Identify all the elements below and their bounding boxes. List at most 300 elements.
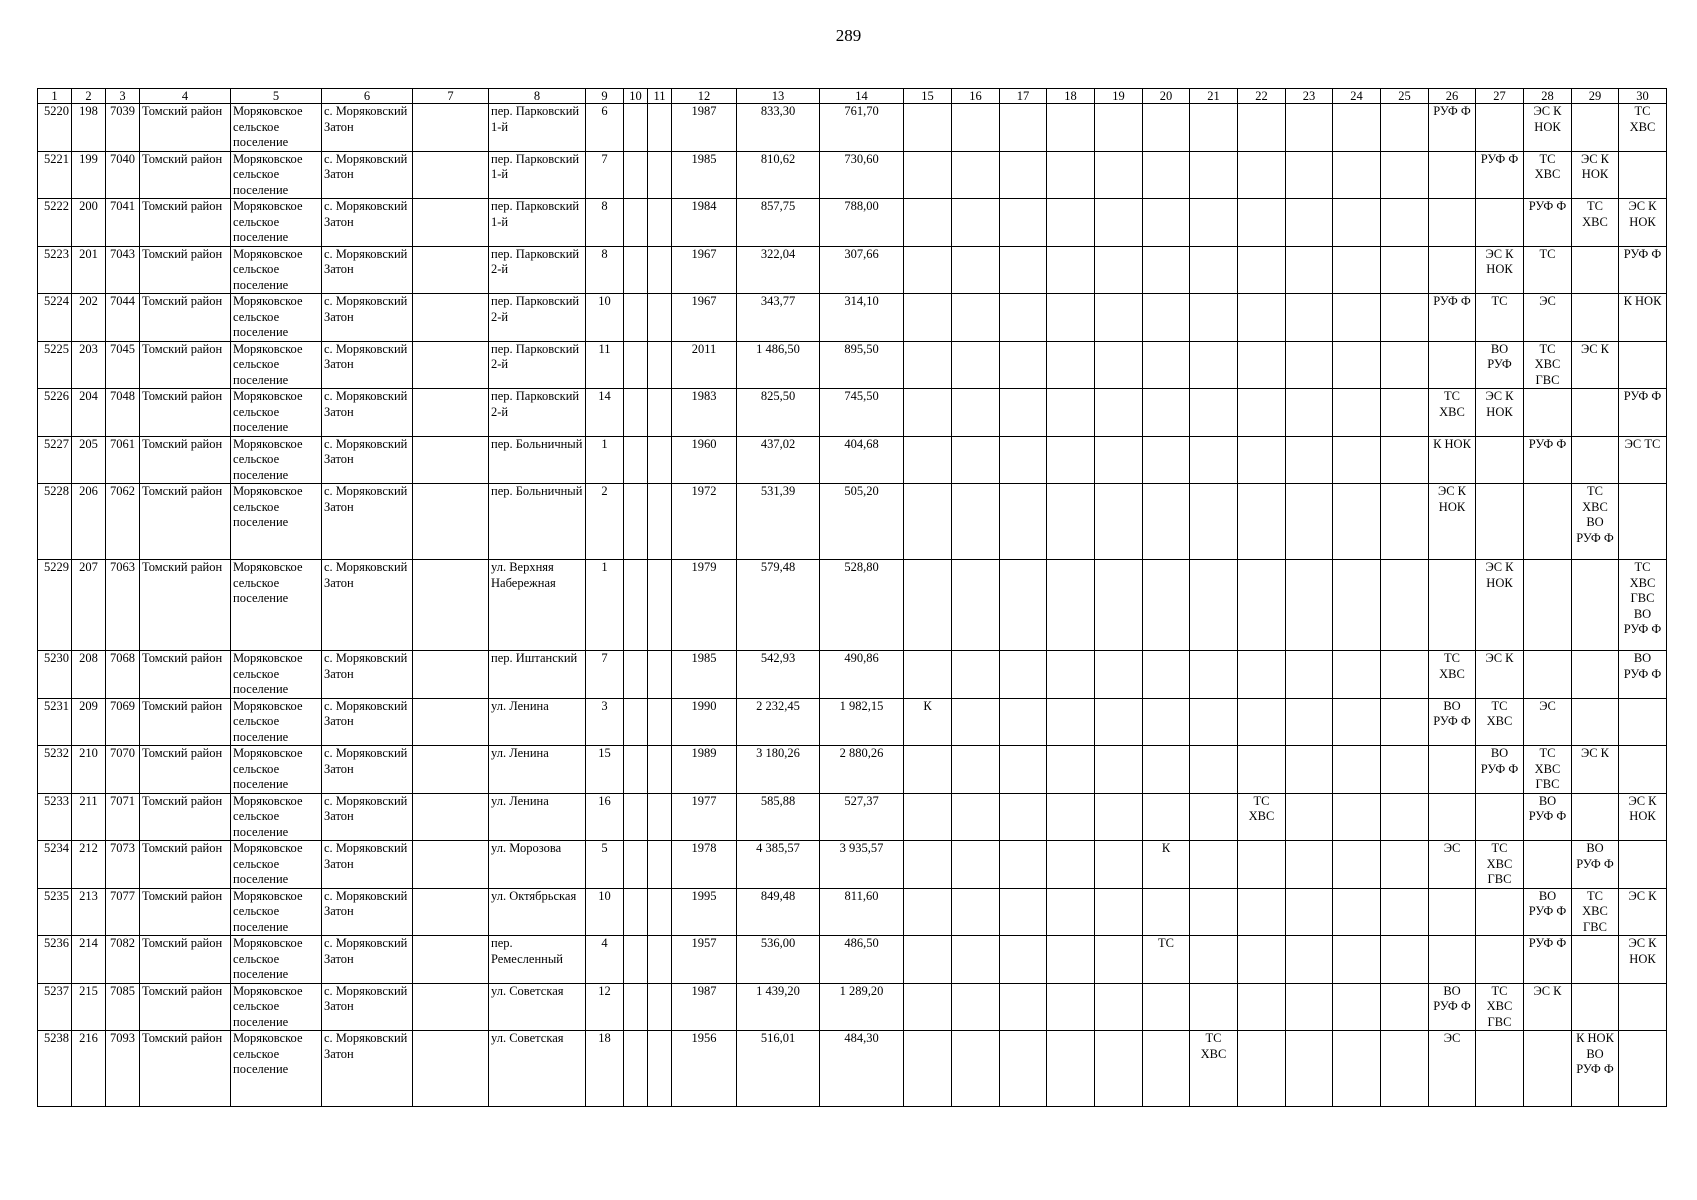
cell-col-26 (1429, 746, 1476, 794)
cell-col-3: 7045 (106, 341, 140, 389)
cell-col-25 (1381, 246, 1429, 294)
cell-col-7 (413, 341, 489, 389)
cell-col-13: 536,00 (737, 936, 820, 984)
column-header-21: 21 (1190, 89, 1238, 104)
cell-col-28 (1524, 484, 1572, 560)
cell-col-1: 5223 (38, 246, 72, 294)
cell-col-20 (1143, 246, 1190, 294)
cell-col-7 (413, 436, 489, 484)
cell-col-29 (1572, 793, 1619, 841)
cell-col-22 (1238, 936, 1286, 984)
cell-col-21 (1190, 246, 1238, 294)
cell-col-9: 3 (586, 698, 624, 746)
cell-col-27 (1476, 484, 1524, 560)
cell-col-30: РУФ Ф (1619, 389, 1667, 437)
cell-col-16 (952, 341, 1000, 389)
cell-col-20 (1143, 1031, 1190, 1107)
cell-col-12: 1987 (672, 983, 737, 1031)
cell-col-6: с. Моряковский Затон (322, 936, 413, 984)
cell-col-29: К НОК ВО РУФ Ф (1572, 1031, 1619, 1107)
cell-col-5: Моряковское сельское поселение (231, 1031, 322, 1107)
cell-col-9: 15 (586, 746, 624, 794)
cell-col-15 (904, 1031, 952, 1107)
table-body (38, 104, 1667, 1107)
cell-col-23 (1286, 389, 1333, 437)
table-row (38, 651, 1667, 699)
cell-col-27 (1476, 436, 1524, 484)
cell-col-12: 1985 (672, 151, 737, 199)
cell-col-28: ЭС (1524, 294, 1572, 342)
cell-col-17 (1000, 746, 1047, 794)
cell-col-25 (1381, 983, 1429, 1031)
cell-col-4: Томский район (140, 936, 231, 984)
cell-col-12: 1967 (672, 294, 737, 342)
cell-col-30: ЭС К НОК (1619, 793, 1667, 841)
cell-col-29 (1572, 698, 1619, 746)
cell-col-25 (1381, 484, 1429, 560)
cell-col-9: 10 (586, 294, 624, 342)
cell-col-18 (1047, 151, 1095, 199)
cell-col-16 (952, 936, 1000, 984)
cell-col-3: 7068 (106, 651, 140, 699)
cell-col-12: 1984 (672, 199, 737, 247)
cell-col-29 (1572, 246, 1619, 294)
cell-col-10 (624, 560, 648, 651)
cell-col-19 (1095, 246, 1143, 294)
cell-col-17 (1000, 793, 1047, 841)
cell-col-18 (1047, 698, 1095, 746)
cell-col-1: 5229 (38, 560, 72, 651)
cell-col-2: 206 (72, 484, 106, 560)
cell-col-25 (1381, 936, 1429, 984)
cell-col-21 (1190, 888, 1238, 936)
cell-col-9: 1 (586, 560, 624, 651)
cell-col-7 (413, 888, 489, 936)
cell-col-30: К НОК (1619, 294, 1667, 342)
column-header-10: 10 (624, 89, 648, 104)
cell-col-29: ТС ХВС ГВС (1572, 888, 1619, 936)
cell-col-23 (1286, 1031, 1333, 1107)
cell-col-14: 730,60 (820, 151, 904, 199)
cell-col-1: 5238 (38, 1031, 72, 1107)
cell-col-4: Томский район (140, 983, 231, 1031)
cell-col-8: пер. Больничный (489, 436, 586, 484)
cell-col-26 (1429, 341, 1476, 389)
cell-col-4: Томский район (140, 389, 231, 437)
cell-col-27 (1476, 793, 1524, 841)
cell-col-26: ВО РУФ Ф (1429, 698, 1476, 746)
cell-col-21 (1190, 698, 1238, 746)
cell-col-12: 1960 (672, 436, 737, 484)
cell-col-30 (1619, 484, 1667, 560)
cell-col-26: К НОК (1429, 436, 1476, 484)
cell-col-23 (1286, 104, 1333, 152)
cell-col-25 (1381, 888, 1429, 936)
cell-col-19 (1095, 793, 1143, 841)
cell-col-17 (1000, 936, 1047, 984)
page-number: 289 (835, 26, 862, 45)
cell-col-30 (1619, 983, 1667, 1031)
cell-col-13: 2 232,45 (737, 698, 820, 746)
cell-col-10 (624, 199, 648, 247)
cell-col-3: 7039 (106, 104, 140, 152)
cell-col-26 (1429, 151, 1476, 199)
cell-col-3: 7071 (106, 793, 140, 841)
cell-col-24 (1333, 1031, 1381, 1107)
cell-col-27: ВО РУФ (1476, 341, 1524, 389)
cell-col-16 (952, 199, 1000, 247)
cell-col-10 (624, 841, 648, 889)
cell-col-14: 314,10 (820, 294, 904, 342)
cell-col-16 (952, 246, 1000, 294)
cell-col-14: 404,68 (820, 436, 904, 484)
cell-col-20: К (1143, 841, 1190, 889)
cell-col-11 (648, 651, 672, 699)
cell-col-7 (413, 199, 489, 247)
cell-col-6: с. Моряковский Затон (322, 341, 413, 389)
cell-col-3: 7043 (106, 246, 140, 294)
cell-col-11 (648, 151, 672, 199)
cell-col-24 (1333, 936, 1381, 984)
cell-col-13: 4 385,57 (737, 841, 820, 889)
cell-col-1: 5231 (38, 698, 72, 746)
cell-col-12: 1956 (672, 1031, 737, 1107)
cell-col-12: 1978 (672, 841, 737, 889)
cell-col-23 (1286, 341, 1333, 389)
cell-col-12: 1995 (672, 888, 737, 936)
cell-col-4: Томский район (140, 294, 231, 342)
cell-col-4: Томский район (140, 246, 231, 294)
cell-col-13: 516,01 (737, 1031, 820, 1107)
housing-register-table (37, 88, 1667, 1107)
cell-col-30: ВО РУФ Ф (1619, 651, 1667, 699)
cell-col-26 (1429, 246, 1476, 294)
column-header-8: 8 (489, 89, 586, 104)
cell-col-15 (904, 389, 952, 437)
cell-col-28: РУФ Ф (1524, 936, 1572, 984)
cell-col-15 (904, 793, 952, 841)
cell-col-22 (1238, 698, 1286, 746)
cell-col-19 (1095, 151, 1143, 199)
cell-col-18 (1047, 1031, 1095, 1107)
cell-col-5: Моряковское сельское поселение (231, 484, 322, 560)
cell-col-6: с. Моряковский Затон (322, 1031, 413, 1107)
cell-col-24 (1333, 484, 1381, 560)
cell-col-11 (648, 1031, 672, 1107)
cell-col-22 (1238, 294, 1286, 342)
cell-col-24 (1333, 746, 1381, 794)
cell-col-21 (1190, 389, 1238, 437)
cell-col-1: 5226 (38, 389, 72, 437)
cell-col-4: Томский район (140, 151, 231, 199)
column-header-14: 14 (820, 89, 904, 104)
cell-col-7 (413, 389, 489, 437)
cell-col-1: 5225 (38, 341, 72, 389)
column-header-22: 22 (1238, 89, 1286, 104)
cell-col-11 (648, 983, 672, 1031)
cell-col-28: ЭС (1524, 698, 1572, 746)
cell-col-22 (1238, 746, 1286, 794)
cell-col-30 (1619, 1031, 1667, 1107)
cell-col-26: ЭС (1429, 1031, 1476, 1107)
cell-col-2: 209 (72, 698, 106, 746)
cell-col-24 (1333, 246, 1381, 294)
cell-col-18 (1047, 560, 1095, 651)
cell-col-18 (1047, 746, 1095, 794)
cell-col-25 (1381, 746, 1429, 794)
cell-col-30: ТС ХВС (1619, 104, 1667, 152)
cell-col-1: 5235 (38, 888, 72, 936)
cell-col-14: 1 982,15 (820, 698, 904, 746)
cell-col-16 (952, 436, 1000, 484)
cell-col-23 (1286, 151, 1333, 199)
cell-col-15 (904, 151, 952, 199)
cell-col-24 (1333, 560, 1381, 651)
cell-col-23 (1286, 746, 1333, 794)
cell-col-1: 5222 (38, 199, 72, 247)
cell-col-18 (1047, 936, 1095, 984)
cell-col-18 (1047, 341, 1095, 389)
cell-col-2: 201 (72, 246, 106, 294)
cell-col-29 (1572, 936, 1619, 984)
cell-col-25 (1381, 651, 1429, 699)
cell-col-17 (1000, 151, 1047, 199)
cell-col-1: 5220 (38, 104, 72, 152)
cell-col-28 (1524, 560, 1572, 651)
cell-col-15 (904, 936, 952, 984)
cell-col-30: ЭС К НОК (1619, 199, 1667, 247)
cell-col-1: 5236 (38, 936, 72, 984)
cell-col-3: 7063 (106, 560, 140, 651)
cell-col-4: Томский район (140, 341, 231, 389)
cell-col-21 (1190, 341, 1238, 389)
cell-col-7 (413, 104, 489, 152)
cell-col-20 (1143, 199, 1190, 247)
cell-col-6: с. Моряковский Затон (322, 151, 413, 199)
cell-col-29 (1572, 983, 1619, 1031)
cell-col-22 (1238, 983, 1286, 1031)
cell-col-15 (904, 484, 952, 560)
cell-col-21 (1190, 104, 1238, 152)
cell-col-17 (1000, 246, 1047, 294)
table-row (38, 484, 1667, 560)
cell-col-15 (904, 104, 952, 152)
cell-col-23 (1286, 560, 1333, 651)
cell-col-22 (1238, 104, 1286, 152)
cell-col-16 (952, 389, 1000, 437)
cell-col-26 (1429, 199, 1476, 247)
cell-col-10 (624, 246, 648, 294)
cell-col-7 (413, 746, 489, 794)
cell-col-23 (1286, 651, 1333, 699)
cell-col-14: 895,50 (820, 341, 904, 389)
cell-col-2: 203 (72, 341, 106, 389)
cell-col-30: ЭС ТС (1619, 436, 1667, 484)
cell-col-6: с. Моряковский Затон (322, 436, 413, 484)
cell-col-3: 7070 (106, 746, 140, 794)
cell-col-29 (1572, 294, 1619, 342)
column-header-27: 27 (1476, 89, 1524, 104)
cell-col-30: ЭС К НОК (1619, 936, 1667, 984)
cell-col-7 (413, 151, 489, 199)
cell-col-24 (1333, 651, 1381, 699)
cell-col-8: пер. Парковский 2-й (489, 246, 586, 294)
cell-col-10 (624, 888, 648, 936)
cell-col-7 (413, 983, 489, 1031)
cell-col-29 (1572, 389, 1619, 437)
cell-col-6: с. Моряковский Затон (322, 793, 413, 841)
cell-col-8: пер. Ремесленный (489, 936, 586, 984)
cell-col-4: Томский район (140, 199, 231, 247)
cell-col-25 (1381, 560, 1429, 651)
cell-col-20 (1143, 888, 1190, 936)
cell-col-9: 1 (586, 436, 624, 484)
cell-col-19 (1095, 560, 1143, 651)
cell-col-30 (1619, 341, 1667, 389)
table-row (38, 389, 1667, 437)
column-header-30: 30 (1619, 89, 1667, 104)
cell-col-30 (1619, 698, 1667, 746)
cell-col-2: 211 (72, 793, 106, 841)
cell-col-4: Томский район (140, 698, 231, 746)
cell-col-17 (1000, 888, 1047, 936)
cell-col-3: 7048 (106, 389, 140, 437)
cell-col-3: 7085 (106, 983, 140, 1031)
cell-col-16 (952, 104, 1000, 152)
cell-col-16 (952, 983, 1000, 1031)
cell-col-14: 2 880,26 (820, 746, 904, 794)
cell-col-6: с. Моряковский Затон (322, 104, 413, 152)
cell-col-16 (952, 651, 1000, 699)
cell-col-4: Томский район (140, 484, 231, 560)
cell-col-13: 579,48 (737, 560, 820, 651)
cell-col-22 (1238, 246, 1286, 294)
cell-col-17 (1000, 436, 1047, 484)
cell-col-22: ТС ХВС (1238, 793, 1286, 841)
cell-col-5: Моряковское сельское поселение (231, 151, 322, 199)
column-header-17: 17 (1000, 89, 1047, 104)
table-row (38, 983, 1667, 1031)
cell-col-8: пер. Парковский 2-й (489, 389, 586, 437)
cell-col-12: 1972 (672, 484, 737, 560)
table-row (38, 341, 1667, 389)
cell-col-21 (1190, 936, 1238, 984)
cell-col-26: ЭС (1429, 841, 1476, 889)
cell-col-19 (1095, 746, 1143, 794)
cell-col-21 (1190, 436, 1238, 484)
cell-col-12: 1990 (672, 698, 737, 746)
cell-col-27: ЭС К (1476, 651, 1524, 699)
cell-col-2: 205 (72, 436, 106, 484)
cell-col-23 (1286, 436, 1333, 484)
cell-col-2: 200 (72, 199, 106, 247)
cell-col-24 (1333, 389, 1381, 437)
column-header-20: 20 (1143, 89, 1190, 104)
cell-col-6: с. Моряковский Затон (322, 888, 413, 936)
cell-col-1: 5233 (38, 793, 72, 841)
cell-col-13: 343,77 (737, 294, 820, 342)
cell-col-10 (624, 294, 648, 342)
cell-col-7 (413, 1031, 489, 1107)
cell-col-14: 484,30 (820, 1031, 904, 1107)
cell-col-8: ул. Морозова (489, 841, 586, 889)
cell-col-19 (1095, 841, 1143, 889)
cell-col-6: с. Моряковский Затон (322, 294, 413, 342)
cell-col-6: с. Моряковский Затон (322, 560, 413, 651)
cell-col-9: 10 (586, 888, 624, 936)
column-header-2: 2 (72, 89, 106, 104)
column-header-29: 29 (1572, 89, 1619, 104)
cell-col-27: ЭС К НОК (1476, 246, 1524, 294)
cell-col-19 (1095, 651, 1143, 699)
cell-col-18 (1047, 436, 1095, 484)
cell-col-24 (1333, 199, 1381, 247)
cell-col-13: 437,02 (737, 436, 820, 484)
cell-col-29: ЭС К (1572, 341, 1619, 389)
cell-col-29 (1572, 104, 1619, 152)
cell-col-11 (648, 294, 672, 342)
cell-col-5: Моряковское сельское поселение (231, 389, 322, 437)
cell-col-30 (1619, 151, 1667, 199)
cell-col-5: Моряковское сельское поселение (231, 560, 322, 651)
cell-col-9: 5 (586, 841, 624, 889)
cell-col-28: ТС ХВС ГВС (1524, 341, 1572, 389)
cell-col-2: 215 (72, 983, 106, 1031)
cell-col-8: ул. Верхняя Набережная (489, 560, 586, 651)
cell-col-8: ул. Октябрьская (489, 888, 586, 936)
cell-col-20 (1143, 341, 1190, 389)
cell-col-10 (624, 651, 648, 699)
cell-col-27 (1476, 888, 1524, 936)
column-header-26: 26 (1429, 89, 1476, 104)
cell-col-12: 1987 (672, 104, 737, 152)
column-header-24: 24 (1333, 89, 1381, 104)
cell-col-4: Томский район (140, 104, 231, 152)
cell-col-9: 11 (586, 341, 624, 389)
cell-col-19 (1095, 199, 1143, 247)
cell-col-22 (1238, 841, 1286, 889)
cell-col-15 (904, 888, 952, 936)
cell-col-23 (1286, 936, 1333, 984)
cell-col-14: 528,80 (820, 560, 904, 651)
cell-col-19 (1095, 1031, 1143, 1107)
cell-col-5: Моряковское сельское поселение (231, 246, 322, 294)
cell-col-20 (1143, 389, 1190, 437)
cell-col-28: РУФ Ф (1524, 436, 1572, 484)
cell-col-30: РУФ Ф (1619, 246, 1667, 294)
table-row (38, 199, 1667, 247)
cell-col-22 (1238, 341, 1286, 389)
cell-col-6: с. Моряковский Затон (322, 246, 413, 294)
cell-col-20 (1143, 746, 1190, 794)
cell-col-2: 213 (72, 888, 106, 936)
cell-col-20 (1143, 151, 1190, 199)
cell-col-23 (1286, 484, 1333, 560)
cell-col-17 (1000, 199, 1047, 247)
cell-col-17 (1000, 560, 1047, 651)
cell-col-16 (952, 888, 1000, 936)
cell-col-24 (1333, 983, 1381, 1031)
cell-col-20 (1143, 294, 1190, 342)
cell-col-29: ЭС К (1572, 746, 1619, 794)
column-header-9: 9 (586, 89, 624, 104)
cell-col-22 (1238, 199, 1286, 247)
cell-col-4: Томский район (140, 1031, 231, 1107)
table-row (38, 436, 1667, 484)
cell-col-19 (1095, 484, 1143, 560)
column-header-25: 25 (1381, 89, 1429, 104)
cell-col-15 (904, 841, 952, 889)
